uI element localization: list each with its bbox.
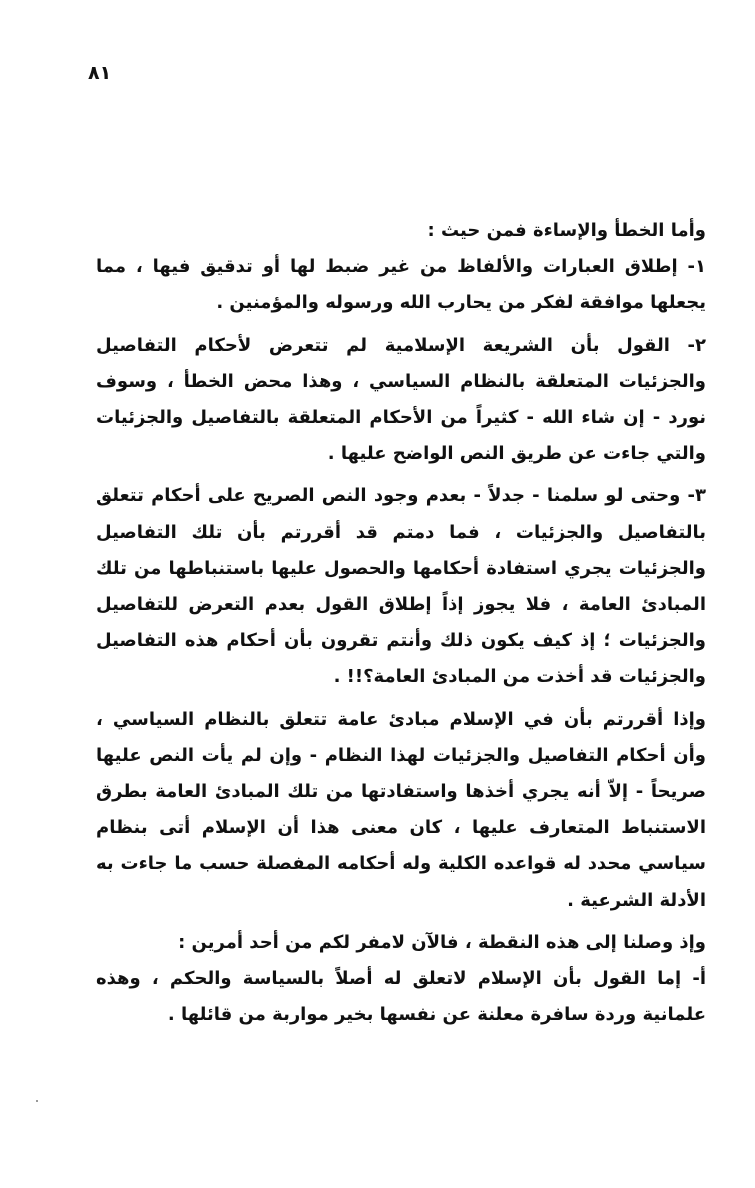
page-number: ٨١ [88,62,112,84]
paragraph-option-a: أ- إما القول بأن الإسلام لاتعلق له أصلاً بالسياسة والحكم ، وهذه علمانية وردة سافرة معلنة عن نفسها بخير مواربة من قائلها . [96,968,706,1026]
paragraph-point-3: ٣- وحتى لو سلمنا - جدلاً - بعدم وجود النص الصريح على أحكام تتعلق بالتفاصيل والجزئيات ، فما دمتم قد أقررتم بأن تلك التفاصيل والجزئيات يجري استفادة أحكامها والحصول عليها باستنباطها من تلك المبادئ العامة ، فلا يجوز إذاً إطلاق القول بعدم التعرض للتفاصيل والجزئيات ؛ إذ كيف يكون ذلك وأنتم تقرون بأن أحكام هذه التفاصيل والجزئيات قد أخذت من المبادئ العامة؟!! . [96,485,706,688]
paragraph-intro: وأما الخطأ والإساءة فمن حيث : [427,220,706,241]
paragraph-point-2: ٢- القول بأن الشريعة الإسلامية لم تتعرض لأحكام التفاصيل والجزئيات المتعلقة بالنظام السياسي ، وهذا محض الخطأ ، وسوف نورد - إن شاء الله - كثيراً من الأحكام المتعلقة بالتفاصيل والجزئيات والتي جاءت عن طريق النص الواضح عليها . [96,334,706,465]
paragraph-conclusion: وإذا أقررتم بأن في الإسلام مبادئ عامة تتعلق بالنظام السياسي ، وأن أحكام التفاصيل والجزئيات لهذا النظام - وإن لم يأت النص عليها صريحاً - إلاّ أنه يجري أخذها واستفادتها من تلك المبادئ العامة بطرق الاستنباط المتعارف عليها ، كان معنى هذا أن الإسلام أتى بنظام سياسي محدد له قواعده الكلية وله أحكامه المفصلة حسب ما جاءت به الأدلة الشرعية . [96,708,706,911]
paragraph-two-options: وإذ وصلنا إلى هذه النقطة ، فالآن لامفر لكم من أحد أمرين : [178,931,706,953]
scan-speck [36,1100,38,1102]
paragraph-point-1: ١- إطلاق العبارات والألفاظ من غير ضبط لها أو تدقيق فيها ، مما يجعلها موافقة لفكر من يحارب الله ورسوله والمؤمنين . [96,256,706,314]
page-body [96,213,706,1033]
